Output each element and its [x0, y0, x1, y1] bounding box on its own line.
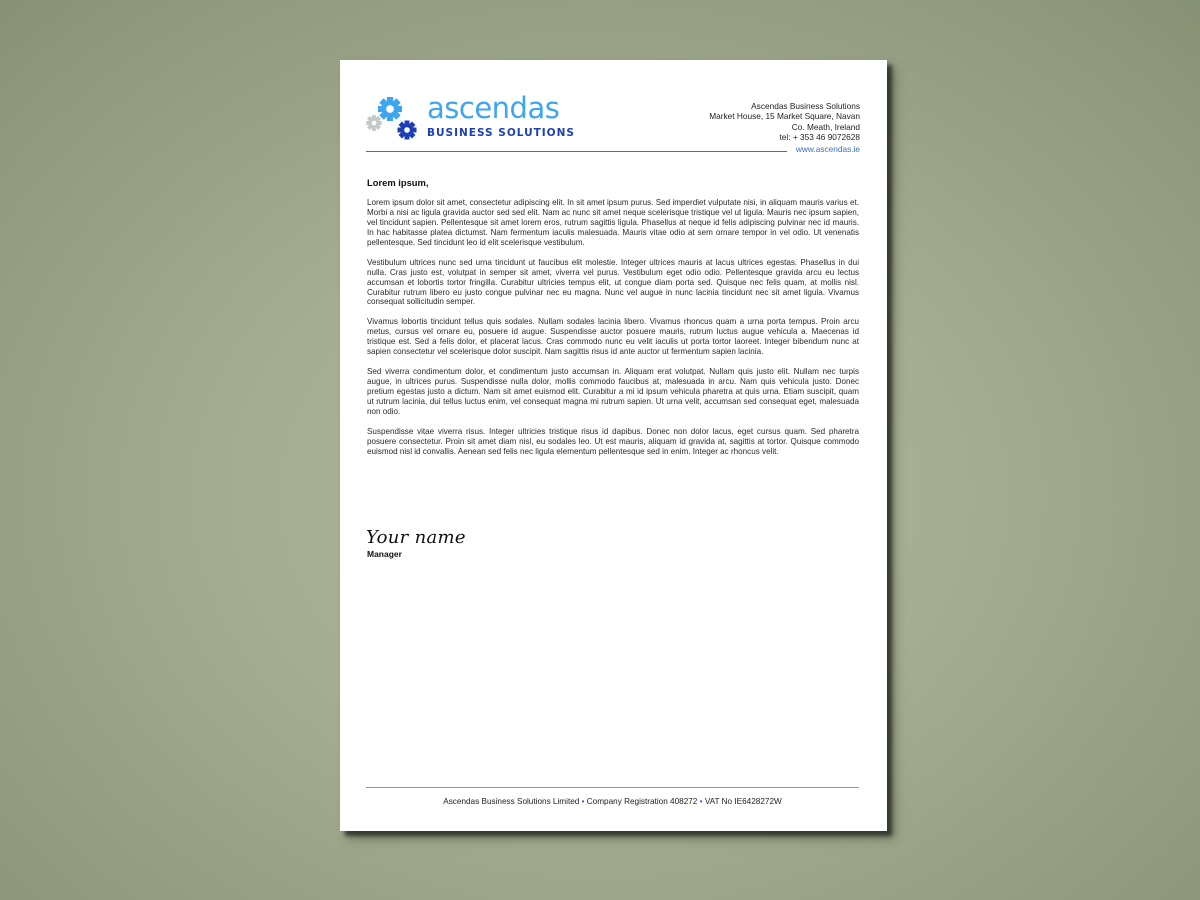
gears-icon: [365, 90, 425, 146]
company-address: [709, 101, 860, 142]
address-phone: tel: + 353 46 9072628: [779, 131, 860, 142]
address-street: Market House, 15 Market Square, Navan: [709, 111, 860, 122]
bullet-separator: •: [699, 797, 703, 806]
letter-body: [367, 198, 859, 466]
salutation: Lorem ipsum,: [367, 177, 429, 188]
website-link[interactable]: www.ascendas.ie: [795, 144, 860, 154]
header-divider: [366, 151, 787, 152]
footer-vat: VAT No IE6428272W: [704, 797, 782, 806]
body-paragraph: Vestibulum ultrices nunc sed urna tincidunt ut faucibus elit molestie. Integer ultrices mauris at lacus ultrices egestas. Phasellus in dui nulla. Cras justo est, volutpat in semper sit amet, viverra vel purus. Vestibulum eget odio odio. Pellentesque gravida arcu eu lectus accumsan et lobortis tortor fringilla. Curabitur ultricies tempus elit, ut congue diam porta sed. Quisque nec felis quam, at mollis nisl. Curabitur rutrum libero eu justo congue pulvinar nec eu magna. Nunc vel augue in nunc lacinia tincidunt nec sit amet ligula. Vivamus consequat sollicitudin semper.: [367, 257, 859, 307]
footer-divider: [366, 787, 859, 788]
body-paragraph: Suspendisse vitae viverra risus. Integer ultricies tristique risus id dapibus. Donec non dolor lacus, eget cursus quam. Sed pharetra posuere consectetur. Proin sit amet diam nisl, eu sodales leo. Ut est mauris, aliquam id gravida at, sagittis at tortor. Quisque commodo euismod nisl id convallis. Aenean sed felis nec ligula elementum pellentesque sed in enim. Integer ac rhoncus velit.: [367, 426, 859, 456]
body-paragraph: Sed viverra condimentum dolor, et condimentum justo accumsan in. Aliquam erat volutpat. Nullam quis justo elit. Nullam nec turpis augue, in ultrices purus. Suspendisse nulla dolor, mollis commodo faucibus at, malesuada in arcu. Nam quis vehicula justo. Donec pretium egestas justo a dictum. Nam sit amet euismod elit. Curabitur a mi id ipsum vehicula pharetra at quis urna. Etiam suscipit, quam ut rutrum lacinia, dui tellus luctus enim, vel consequat magna mi rutrum sapien. Ut urna velit, accumsan sed consequat eget, malesuada non odio.: [367, 367, 859, 416]
bullet-separator: •: [581, 797, 585, 806]
logo-wordmark: ascendas: [427, 91, 560, 125]
company-logo: [365, 90, 575, 146]
footer-company: Ascendas Business Solutions Limited: [443, 797, 580, 806]
body-paragraph: Vivamus lobortis tincidunt tellus quis sodales. Nullam sodales lacinia libero. Vivamus rhoncus quam a urna porta tempus. Proin arcu metus, cursus vel ornare eu, posuere id augue. Suspendisse auctor posuere mauris, rutrum luctus augue vehicula a. Maecenas id tristique est. Sed a felis dolor, et placerat lacus. Cras commodo nunc eu velit iaculis ut porta tortor laoreet. Integer bibendum nunc at sapien consectetur vel scelerisque dolor suscipit. Nam sagittis risus id ante auctor ut fermentum sapien lacinia.: [367, 317, 859, 357]
footer-legal: [366, 797, 859, 806]
footer-registration: Company Registration 408272: [586, 797, 698, 806]
logo-tagline: BUSINESS SOLUTIONS: [427, 127, 575, 139]
signatory-title: Manager: [367, 549, 402, 559]
body-paragraph: Lorem ipsum dolor sit amet, consectetur adipiscing elit. In sit amet ipsum purus. Sed imperdiet vulputate nisi, in aliquam mauris varius et. Morbi a nisi ac ligula gravida auctor sed sed elit. Nam ac nunc sit amet neque scelerisque tristique vel ut ligula. Mauris nec ipsum sapien, vel tincidunt sapien. Pellentesque sit amet lorem eros, rutrum sagittis ligula. Phasellus at neque id felis adipiscing pulvinar nec id mauris. In hac habitasse platea dictumst. Nam fermentum iaculis malesuada. Mauris vitae odio at sem ornare tempor in vel odio. Ut venenatis pellentesque. Sed tincidunt leo id elit scelerisque vestibulum.: [367, 198, 859, 247]
letterhead-page: [340, 60, 887, 831]
address-region: Co. Meath, Ireland: [791, 121, 860, 132]
address-company: Ascendas Business Solutions: [751, 101, 860, 111]
signature: Your name: [366, 527, 466, 548]
